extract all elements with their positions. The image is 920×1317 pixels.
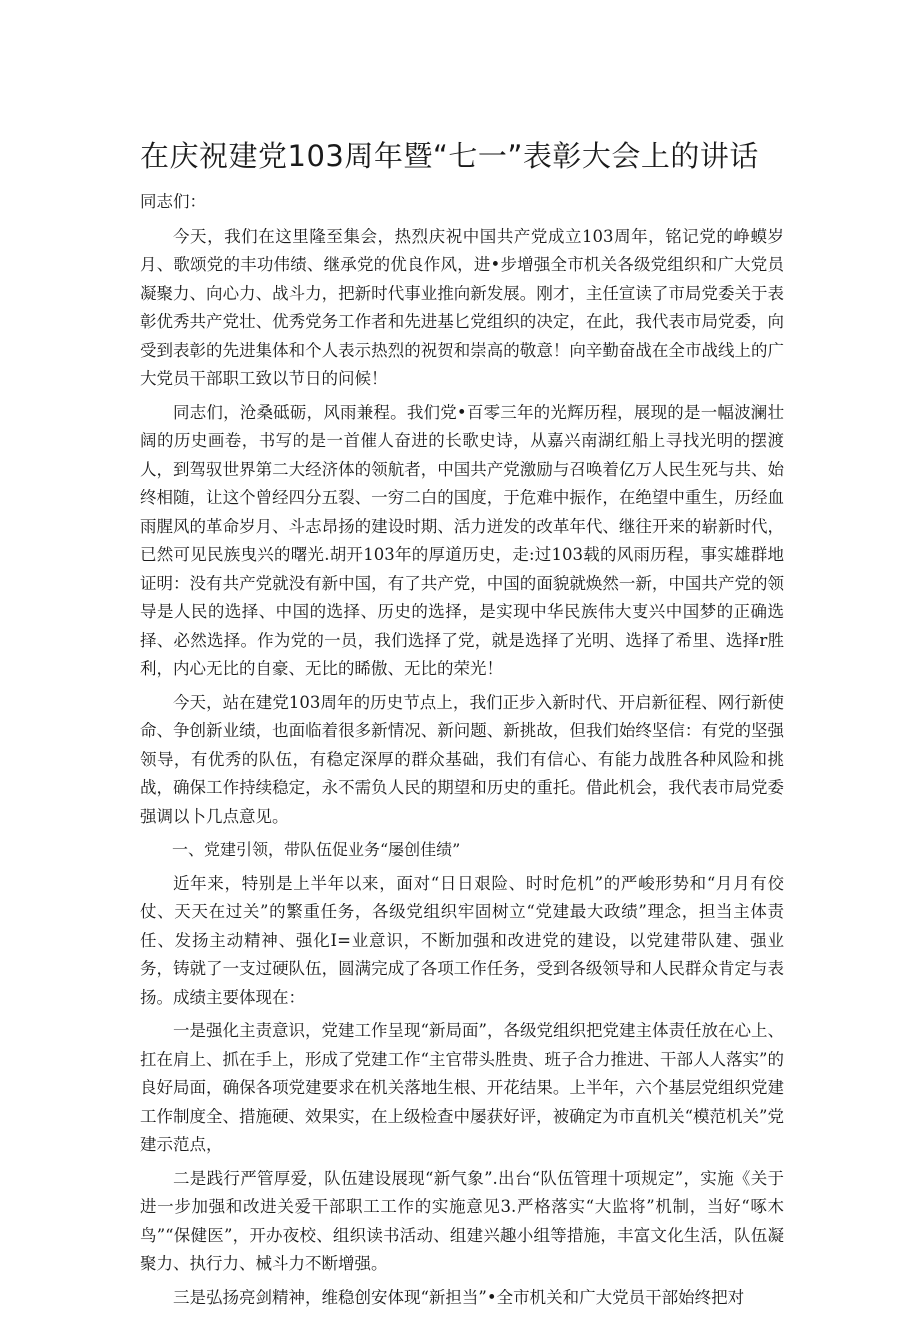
document-body: [140, 188, 784, 1317]
salutation: 同志们：: [140, 188, 784, 223]
paragraph-achievements: 近年来，特别是上半年以来，面对“日日艰险、时时危机”的严峻形势和“月月有佼仗、天天在过关”的繁重任务，各级党组织牢固树立“党建最大政绩”理念，担当主体责任、发扬主动精神、强化I=业意识，不断加强和改进党的建设，以党建带队建、强业务，铸就了一支过硬队伍，圆满完成了各项工作任务，受到各级领导和人民群众肯定与表扬。成绩主要体现在：: [140, 870, 784, 1018]
paragraph-point-three: 三是弘扬亮剑精神，维稳创安体现“新担当”•全市机关和广大党员干部始终把对: [140, 1284, 784, 1317]
paragraph-point-two: 二是践行严管厚爱，队伍建设展现“新气象”.出台“队伍管理十项规定”，实施《关于进一步加强和改进关爱干部职工工作的实施意见3.严格落实“大监将”机制，当好“啄木鸟”“保健医”，开办夜校、组织读书活动、组建兴趣小组等措施，丰富文化生活，队伍凝聚力、执行力、械斗力不断增强。: [140, 1165, 784, 1284]
section-heading-1: 一、党建引领，带队伍促业务“屡创佳绩”: [140, 836, 784, 870]
paragraph-opening: 今天，我们在这里隆至集会，热烈庆祝中国共产党成立103周年，铭记党的峥蟆岁月、歌颂党的丰功伟绩、继承党的优良作风，进•步增强全市机关各级党组织和广大党员凝聚力、向心力、战斗力，把新时代事业推向新发展。刚才，主任宣读了市局党委关于表彰优秀共产党壮、优秀党务工作者和先进基匕党组织的决定，在此，我代表市局党委，向受到表彰的先进集体和个人表示热烈的祝贺和崇高的敬意！向辛勤奋战在全市战线上的广大党员干部职工致以节日的问候！: [140, 223, 784, 399]
document-title: 在庆祝建党103周年暨“七一”表彰大会上的讲话: [140, 136, 780, 176]
paragraph-point-one: 一是强化主责意识，党建工作呈现“新局面”，各级党组织把党建主体责任放在心上、扛在肩上、抓在手上，形成了党建工作“主官带头胜贵、班子合力推进、干部人人落实”的良好局面，确保各项党建要求在机关落地生根、开花结果。上半年，六个基层党组织党建工作制度全、措施硬、效果实，在上级检查中屡获好评，被确定为市直机关“模范机关”党建示范点，: [140, 1017, 784, 1165]
paragraph-history: 同志们，沧桑砥砺，风雨兼程。我们党•百零三年的光辉历程，展现的是一幅波澜壮阔的历史画卷，书写的是一首催人奋进的长歌史诗，从嘉兴南湖红船上寻找光明的摆渡人，到驾驭世界第二大经济体的领航者，中国共产党激励与召唤着亿万人民生死与共、始终相随，让这个曾经四分五裂、一穷二白的国度，于危难中振作，在绝望中重生，历经血雨腥风的革命岁月、斗志昂扬的建设时期、活力迸发的改革年代、继往开来的崭新时代，已然可见民族曳兴的曙光.胡开103年的厚道历史，走:过103载的风雨历程，事实雄群地证明：没有共产党就没有新中国，有了共产党，中国的面貌就焕然一新，中国共产党的领导是人民的选择、中国的选择、历史的选择，是实现中华民族伟大叓兴中国梦的正确选择、必然选择。作为党的一员，我们选择了党，就是选择了光明、选择了希里、选择r胜利，内心无比的自豪、无比的睎傲、无比的荣光！: [140, 399, 784, 689]
paragraph-new-era: 今天，站在建党103周年的历史节点上，我们正步入新时代、开启新征程、网行新使命、争创新业绩，也面临着很多新情况、新问题、新挑故，但我们始终坚信：有党的坚强领导，有优秀的队伍，有稳定深厚的群众基础，我们有信心、有能力战胜各种风险和挑战，确保工作持续稳定，永不需负人民的期望和历史的重托。借此机会，我代表市局党委强调以卜几点意见。: [140, 689, 784, 837]
